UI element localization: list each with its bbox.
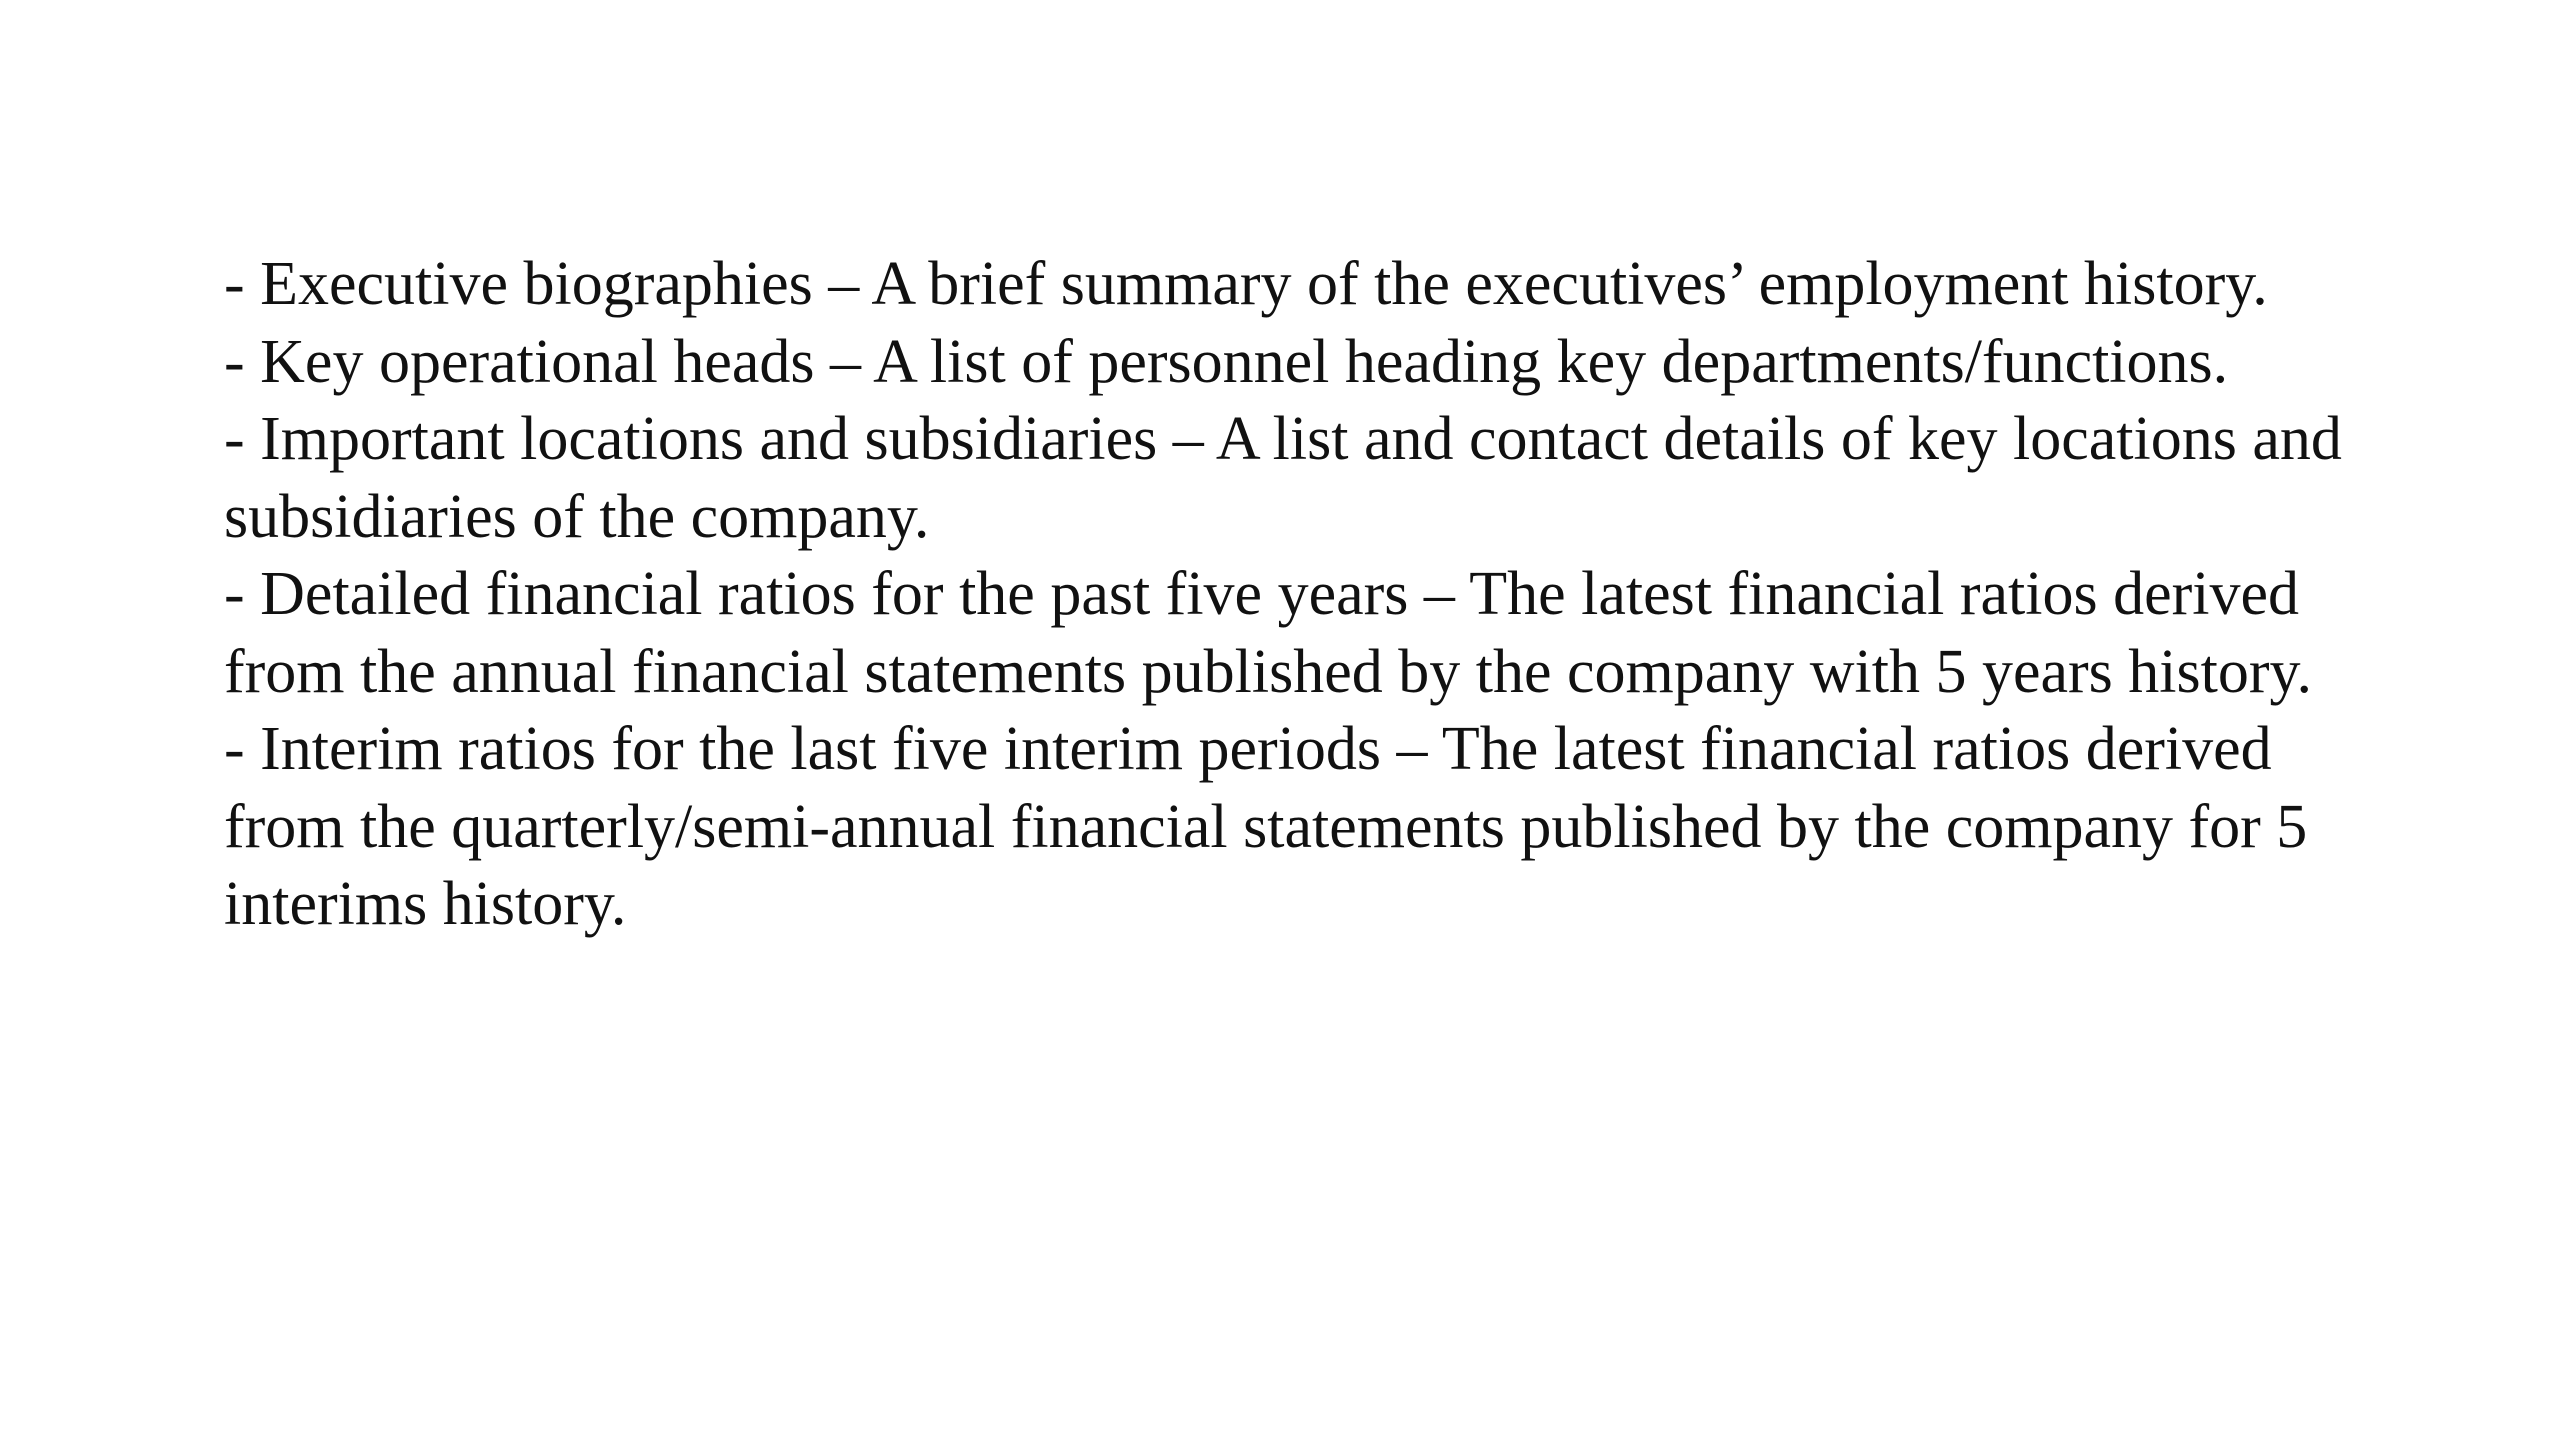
text-body: [224, 246, 2344, 944]
paragraph-locations-subsidiaries: - Important locations and subsidiaries – A list and contact details of key locations and subsidiaries of the company.: [224, 405, 2342, 551]
paragraph-key-operational-heads: - Key operational heads – A list of personnel heading key departments/functions.: [224, 327, 2229, 396]
paragraph-interim-ratios: - Interim ratios for the last five interim periods – The latest financial ratios derived from the quarterly/semi-annual financial statements published by the company for 5 interims history.: [224, 715, 2308, 938]
paragraph-financial-ratios: - Detailed financial ratios for the past five years – The latest financial ratios derived from the annual financial statements published by the company with 5 years history.: [224, 560, 2312, 706]
paragraph-executive-biographies: - Executive biographies – A brief summary of the executives’ employment history.: [224, 250, 2268, 318]
